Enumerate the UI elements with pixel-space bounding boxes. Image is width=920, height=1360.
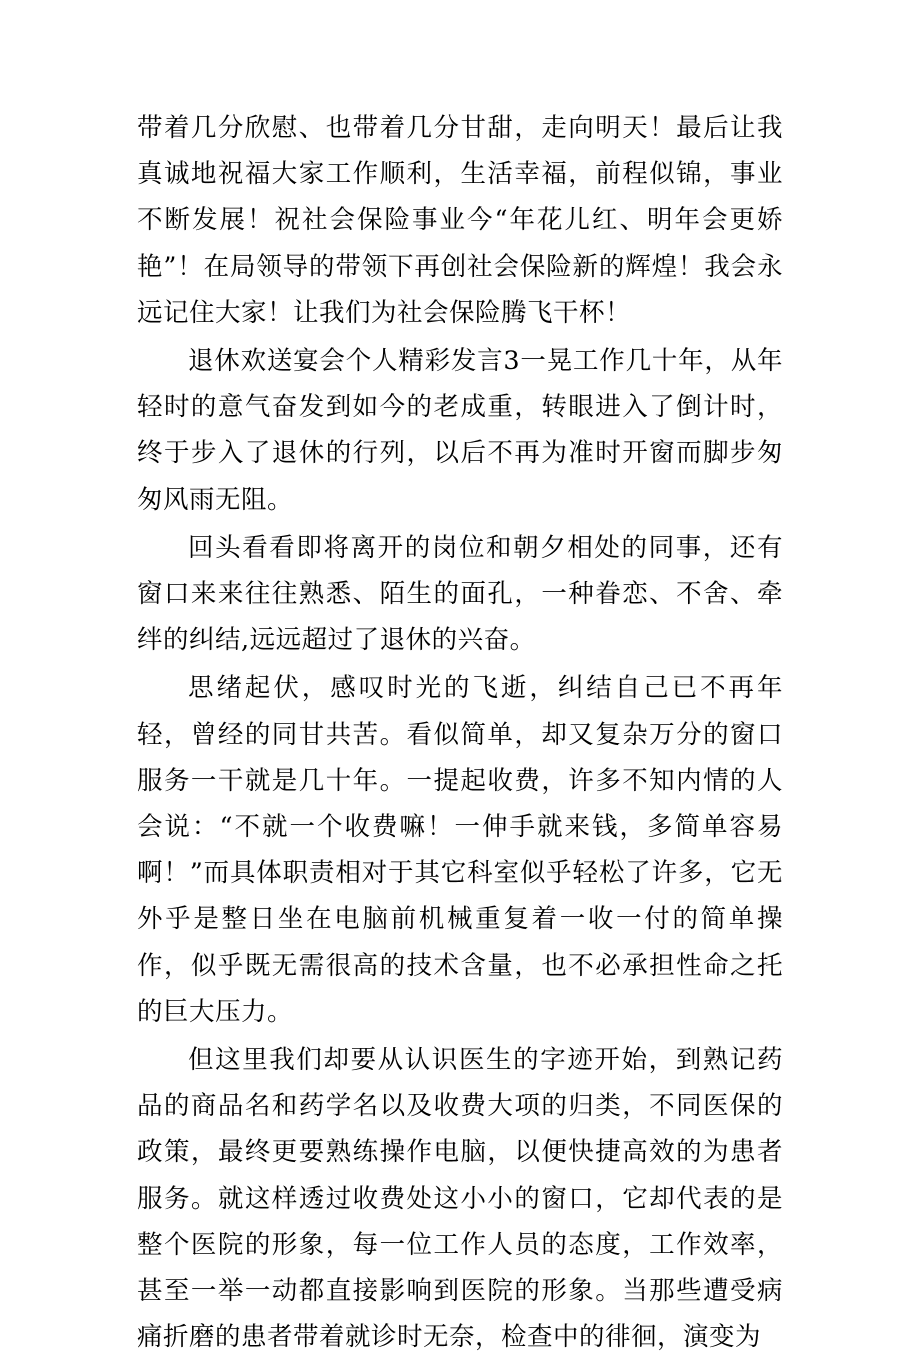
paragraph: 退休欢送宴会个人精彩发言3一晃工作几十年，从年轻时的意气奋发到如今的老成重，转眼进入了倒计时，终于步入了退休的行列，以后不再为准时开窗而脚步匆匆风雨无阻。 <box>137 346 783 515</box>
paragraph: 回头看看即将离开的岗位和朝夕相处的同事，还有窗口来来往往熟悉、陌生的面孔，一种眷恋、不舍、牵绊的纠结,远远超过了退休的兴奋。 <box>137 532 783 656</box>
paragraph: 但这里我们却要从认识医生的字迹开始，到熟记药品的商品名和药学名以及收费大项的归类，不同医保的政策，最终更要熟练操作电脑，以便快捷高效的为患者服务。就这样透过收费处这小小的窗口，它却代表的是整个医院的形象，每一位工作人员的态度，工作效率，甚至一举一动都直接影响到医院的形象。当那些遭受病痛折磨的患者带着就诊时无奈，检查中的徘徊，演变为 <box>137 1045 783 1353</box>
paragraph-continuation: 带着几分欣慰、也带着几分甘甜，走向明天！最后让我真诚地祝福大家工作顺利，生活幸福，前程似锦，事业不断发展！祝社会保险事业今“年花儿红、明年会更娇艳”！在局领导的带领下再创社会保险新的辉煌！我会永远记住大家！让我们为社会保险腾飞干杯！ <box>137 113 783 328</box>
document-body <box>137 105 783 1360</box>
paragraph: 思绪起伏，感叹时光的飞逝，纠结自己已不再年轻，曾经的同甘共苦。看似简单，却又复杂万分的窗口服务一干就是几十年。一提起收费，许多不知内情的人会说：“不就一个收费嘛！一伸手就来钱，多简单容易啊！”而具体职责相对于其它科室似乎轻松了许多，它无外乎是整日坐在电脑前机械重复着一收一付的简单操作，似乎既无需很高的技术含量，也不必承担性命之托的巨大压力。 <box>137 673 783 1027</box>
